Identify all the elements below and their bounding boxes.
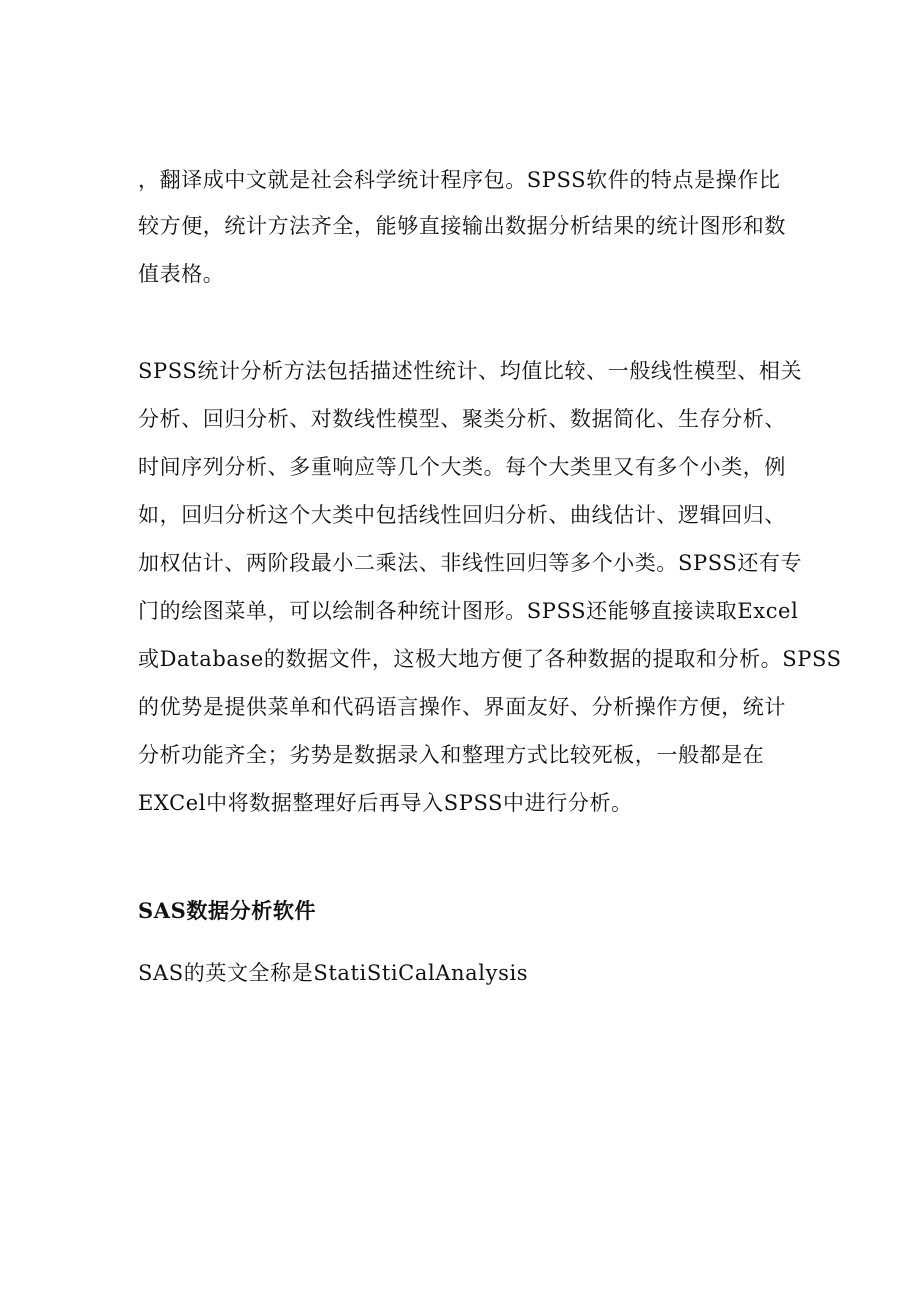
- paragraph-sas-intro: SAS的英文全称是StatiStiCalAnalysis: [138, 961, 529, 985]
- text-line: EXCel中将数据整理好后再导入SPSS中进行分析。: [138, 791, 633, 815]
- text-line: 分析功能齐全；劣势是数据录入和整理方式比较死板，一般都是在: [138, 743, 765, 767]
- text-line: 门的绘图菜单，可以绘制各种统计图形。SPSS还能够直接读取Excel: [138, 599, 799, 623]
- text-line: SPSS统计分析方法包括描述性统计、均值比较、一般线性模型、相关: [138, 359, 803, 383]
- text-line: 较方便，统计方法齐全，能够直接输出数据分析结果的统计图形和数: [138, 214, 786, 238]
- text-line: 或Database的数据文件，这极大地方便了各种数据的提取和分析。SPSS: [138, 647, 842, 671]
- text-line: ，翻译成中文就是社会科学统计程序包。SPSS软件的特点是操作比: [138, 168, 781, 192]
- text-line: 分析、回归分析、对数线性模型、聚类分析、数据简化、生存分析、: [138, 407, 786, 431]
- text-line: 的优势是提供菜单和代码语言操作、界面友好、分析操作方便，统计: [138, 695, 786, 719]
- text-line: 时间序列分析、多重响应等几个大类。每个大类里又有多个小类，例: [138, 455, 786, 479]
- section-heading-sas: SAS数据分析软件: [138, 898, 317, 923]
- text-line: 值表格。: [138, 262, 225, 286]
- text-line: 如，回归分析这个大类中包括线性回归分析、曲线估计、逻辑回归、: [138, 503, 786, 527]
- text-line: 加权估计、两阶段最小二乘法、非线性回归等多个小类。SPSS还有专: [138, 551, 803, 575]
